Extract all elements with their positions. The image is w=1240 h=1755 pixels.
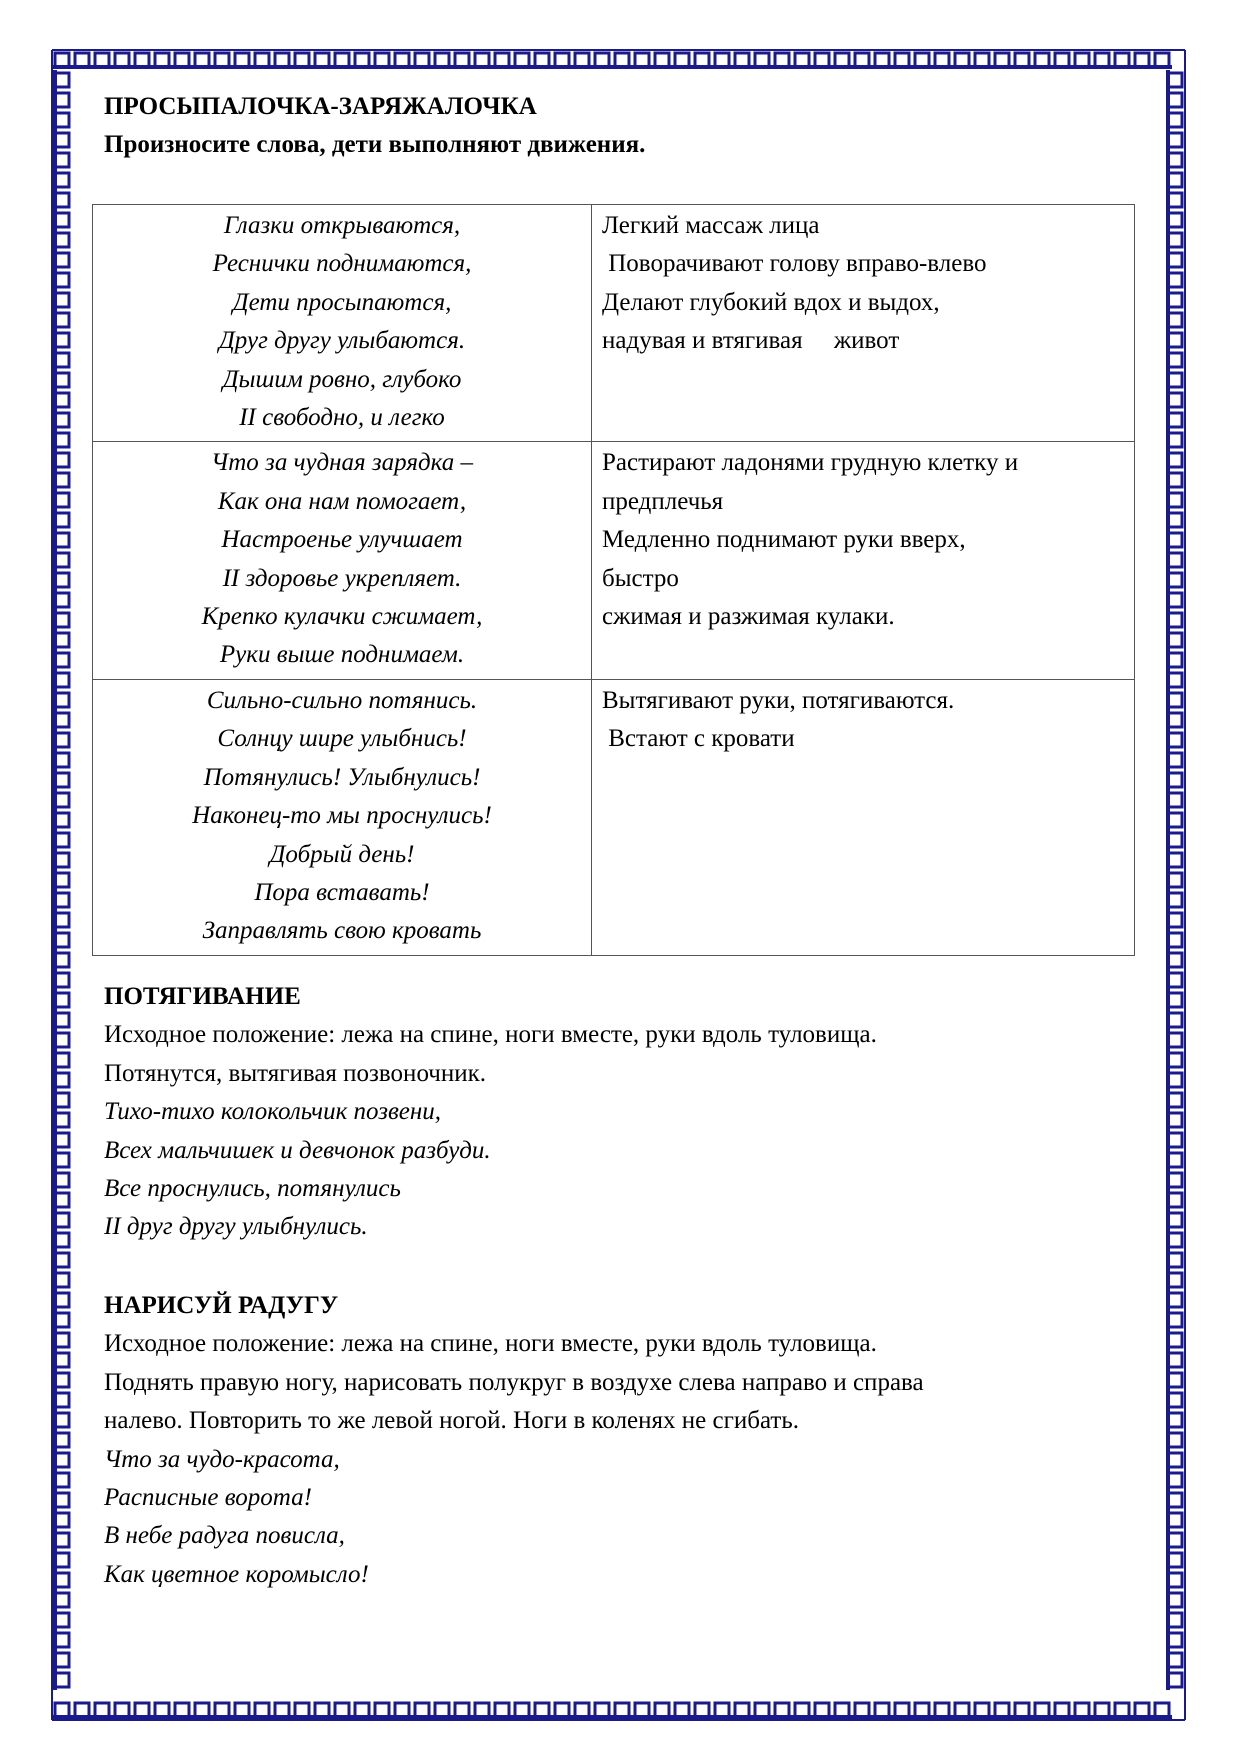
section-text-line: налево. Повторить то же левой ногой. Ноги в коленях не сгибать. [104, 1407, 799, 1435]
border-left-pattern [55, 70, 69, 1690]
poem-line: Всех мальчишек и девчонок разбуди. [104, 1136, 491, 1164]
action-line: Поворачивают голову вправо-влево [602, 250, 987, 278]
action-line: Встают с кровати [602, 725, 795, 753]
page-title: ПРОСЫПАЛОЧКА-ЗАРЯЖАЛОЧКА [104, 93, 537, 120]
verse-line: Потянулись! Улыбнулись! [203, 763, 481, 791]
action-cell [592, 679, 1135, 955]
verse-line: Крепко кулачки сжимает, [201, 603, 483, 631]
border-top-pattern [52, 53, 1172, 67]
action-cell [592, 205, 1135, 442]
section-rainbow [104, 1287, 1134, 1594]
action-line: быстро [602, 564, 679, 592]
border-bottom-pattern [52, 1703, 1172, 1717]
section-stretching [104, 978, 1134, 1247]
verse-line: Добрый день! [269, 840, 415, 868]
action-line: Медленно поднимают руки вверх, [602, 526, 966, 554]
section-heading: ПОТЯГИВАНИЕ [104, 983, 301, 1010]
verse-line: Глазки открываются, [223, 212, 461, 239]
poem-line: Что за чудо-красота, [104, 1445, 340, 1473]
poem-line: Все проснулись, потянулись [104, 1175, 401, 1203]
exercise-table [92, 204, 1135, 956]
verse-line: Дышим ровно, глубоко [222, 365, 462, 393]
action-line: Растирают ладонями грудную клетку и [602, 449, 1019, 477]
verse-line: Дети просыпаются, [232, 288, 452, 316]
poem-line: Тихо-тихо колокольчик позвени, [104, 1098, 442, 1126]
verse-line: Реснички поднимаются, [212, 250, 472, 278]
verse-cell [93, 205, 592, 442]
action-line: Делают глубокий вдох и выдох, [602, 288, 940, 316]
verse-line: Наконец-то мы проснулись! [192, 802, 492, 830]
border-right-pattern [1168, 70, 1182, 1690]
verse-line: II свободно, и легко [239, 404, 445, 432]
verse-line: Заправлять свою кровать [202, 917, 482, 945]
section-text-line: Исходное положение: лежа на спине, ноги вместе, руки вдоль туловища. [104, 1330, 877, 1358]
poem-line: Как цветное коромысло! [104, 1560, 369, 1588]
verse-line: Сильно-сильно потянись. [206, 686, 478, 714]
intro-text: Произносите слова, дети выполняют движения. [104, 131, 646, 159]
section-text-line: Поднять правую ногу, нарисовать полукруг в воздухе слева направо и справа [104, 1368, 924, 1396]
section-text-line: Исходное положение: лежа на спине, ноги вместе, руки вдоль туловища. [104, 1021, 877, 1049]
poem-line: II друг другу улыбнулись. [104, 1213, 368, 1241]
section-heading: НАРИСУЙ РАДУГУ [104, 1292, 339, 1319]
section-text-line: Потянутся, вытягивая позвоночник. [104, 1059, 487, 1087]
verse-line: Настроенье улучшает [221, 526, 463, 554]
action-line: предплечья [602, 487, 724, 515]
verse-line: Пора вставать! [254, 878, 430, 906]
table-row [93, 205, 1135, 442]
verse-cell [93, 679, 592, 955]
action-line: Вытягивают руки, потягиваются. [602, 686, 955, 714]
table-row [93, 679, 1135, 955]
poem-line: В небе радуга повисла, [104, 1522, 345, 1550]
action-line: надувая и втягивая живот [602, 327, 900, 355]
action-cell [592, 442, 1135, 679]
header-block [104, 88, 1134, 165]
table-row [93, 442, 1135, 679]
verse-line: II здоровье укрепляет. [222, 564, 462, 592]
action-line: Легкий массаж лица [602, 212, 820, 239]
verse-line: Как она нам помогает, [217, 487, 467, 515]
verse-line: Что за чудная зарядка – [211, 449, 473, 477]
verse-line: Друг другу улыбаются. [218, 327, 466, 355]
verse-line: Солнцу шире улыбнись! [217, 725, 467, 753]
poem-line: Расписные ворота! [104, 1484, 312, 1512]
verse-line: Руки выше поднимаем. [219, 641, 465, 669]
action-line: сжимая и разжимая кулаки. [602, 603, 895, 631]
verse-cell [93, 442, 592, 679]
